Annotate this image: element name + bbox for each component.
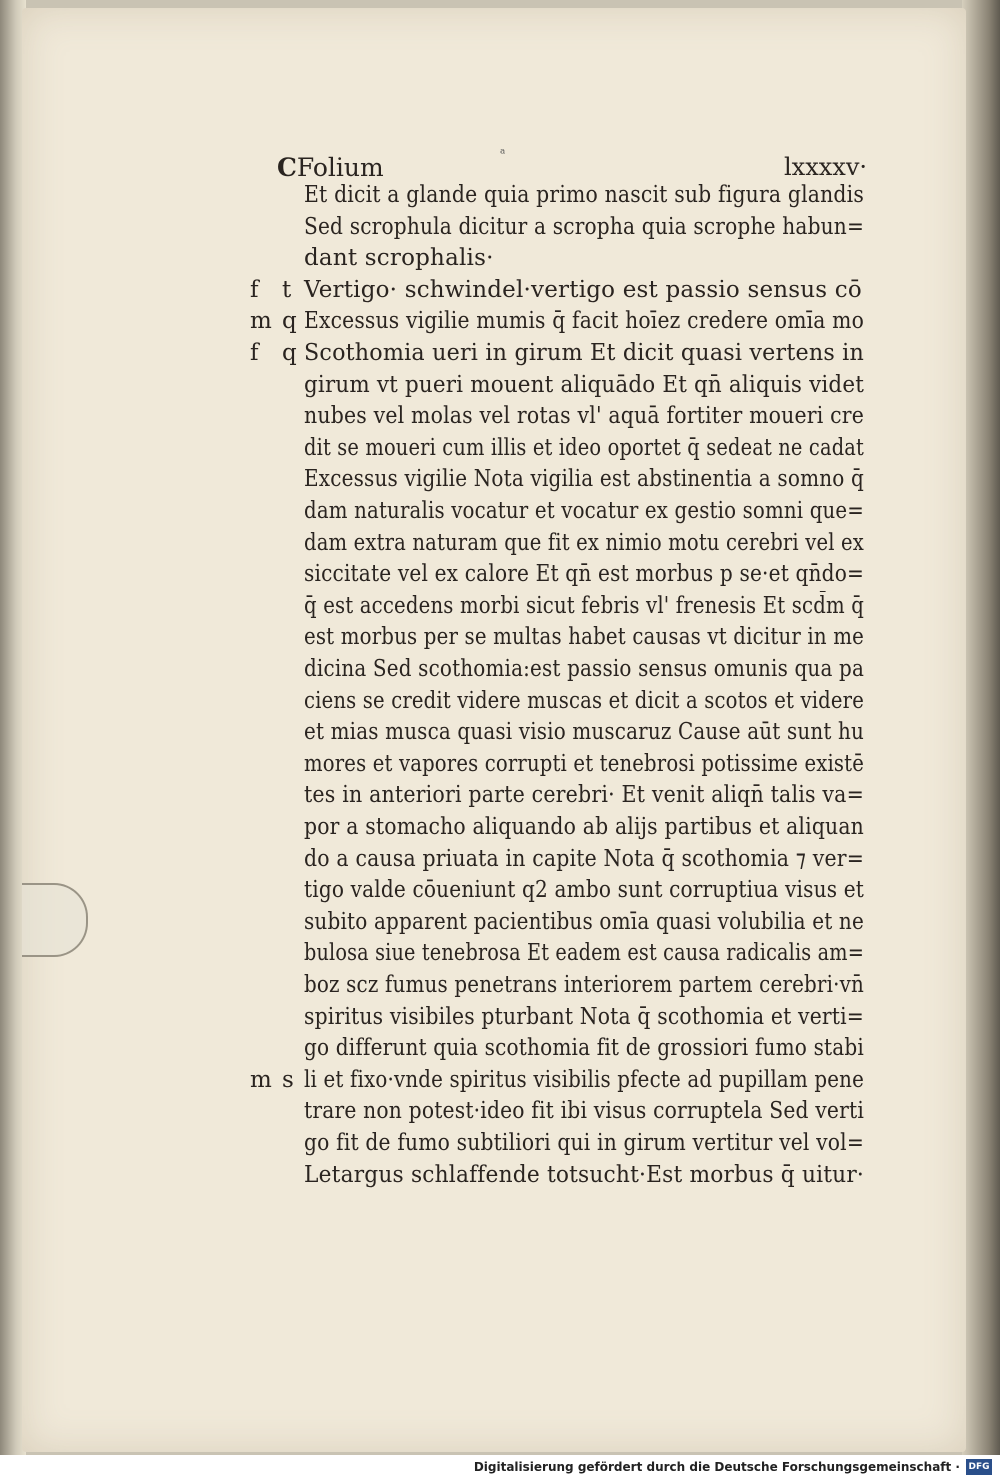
text-line: Excessus vigilie mumis q̄ facit hoīez credere omīa mo [304, 308, 864, 335]
text-line: nubes vel molas vel rotas vl' aquā fortiter moueri cre [304, 403, 864, 430]
text-line: go differunt quia scothomia fit de grossiori fumo stabi [304, 1035, 864, 1062]
text-line: dam naturalis vocatur et vocatur ex gestio somni que= [304, 498, 864, 524]
text-line: bulosa siue tenebrosa Et eadem est causa radicalis am= [304, 940, 864, 967]
text-line: tigo valde cōueniunt q2 ambo sunt corruptiua visus et [304, 877, 864, 904]
text-line: li et fixo·vnde spiritus visibilis pfecte ad pupillam pene [304, 1066, 864, 1093]
text-line: subito apparent pacientibus omīa quasi volubilia et ne [304, 908, 864, 935]
text-line: do a causa priuata in capite Nota q̄ scothomia ⁊ ver= [304, 845, 864, 872]
text-line: dam extra naturam que fit ex nimio motu cerebri vel ex [304, 529, 864, 556]
text-line: Letargus schlaffende totsucht·Est morbus q̄ uitur· [304, 1161, 864, 1188]
text-line: ciens se credit videre muscas et dicit a scotos et videre [304, 687, 864, 714]
text-line: spiritus visibiles pturbant Nota q̄ scothomia et verti= [304, 1003, 864, 1030]
header-mark: ᵃ [500, 146, 506, 162]
text-line: Sed scrophula dicitur a scropha quia scrophe habun= [304, 213, 864, 240]
text-line: boz scz fumus penetrans interiorem partem cerebri·vn̄ [304, 972, 864, 998]
folio-number: lxxxxv· [784, 153, 868, 181]
page-clip [22, 883, 88, 957]
manuscript-page [22, 8, 966, 1452]
margin-letter: q [282, 340, 297, 366]
text-line: por a stomacho aliquando ab alijs partibus et aliquan [304, 814, 864, 840]
text-line: dit se moueri cum illis et ideo oportet q̄ sedeat ne cadat [304, 434, 864, 461]
text-line: Vertigo· schwindel·vertigo est passio sensus cō [304, 276, 862, 303]
text-line: et mias musca quasi visio muscaruz Cause aūt sunt hu [304, 719, 864, 746]
margin-letter: s [282, 1066, 294, 1093]
text-line: est morbus per se multas habet causas vt dicitur in me [304, 624, 864, 651]
text-line: Excessus vigilie Nota vigilia est abstinentia a somno q̄ [304, 466, 864, 493]
margin-letter: q [282, 308, 297, 335]
header-title-text: Folium [296, 153, 384, 182]
dfg-logo: DFG [966, 1459, 992, 1475]
footer-credit: Digitalisierung gefördert durch die Deutsche Forschungsgemeinschaft · [473, 1460, 960, 1474]
margin-letter: m [250, 308, 272, 335]
footer-bar [0, 1455, 1000, 1482]
text-line: tes in anteriori parte cerebri· Et venit aliqn̄ talis va= [304, 782, 864, 809]
text-line: dicina Sed scothomia:est passio sensus omunis qua pa [304, 656, 864, 682]
margin-letter: f [250, 276, 259, 303]
paragraph-mark: C [277, 153, 297, 182]
page-edge [962, 0, 1000, 1455]
margin-letter: f [250, 340, 259, 366]
margin-letter: m [250, 1066, 272, 1093]
text-line: mores et vapores corrupti et tenebrosi potissime existē [304, 750, 864, 777]
text-line: Et dicit a glande quia primo nascit sub figura glandis [304, 182, 864, 208]
text-line: girum vt pueri mouent aliquādo Et qn̄ aliquis videt [304, 371, 864, 398]
text-line: Scothomia ueri in girum Et dicit quasi vertens in [304, 340, 864, 366]
page-header-title [277, 153, 384, 182]
text-line: trare non potest·ideo fit ibi visus corruptela Sed verti [304, 1098, 864, 1125]
text-line: siccitate vel ex calore Et qn̄ est morbus p se·et qn̄do= [304, 561, 864, 588]
margin-letter: t [282, 276, 292, 303]
text-line: q̄ est accedens morbi sicut febris vl' frenesis Et scd̄m q̄ [304, 592, 864, 619]
text-line: go fit de fumo subtiliori qui in girum vertitur vel vol= [304, 1130, 864, 1156]
text-line: dant scrophalis· [304, 245, 494, 272]
